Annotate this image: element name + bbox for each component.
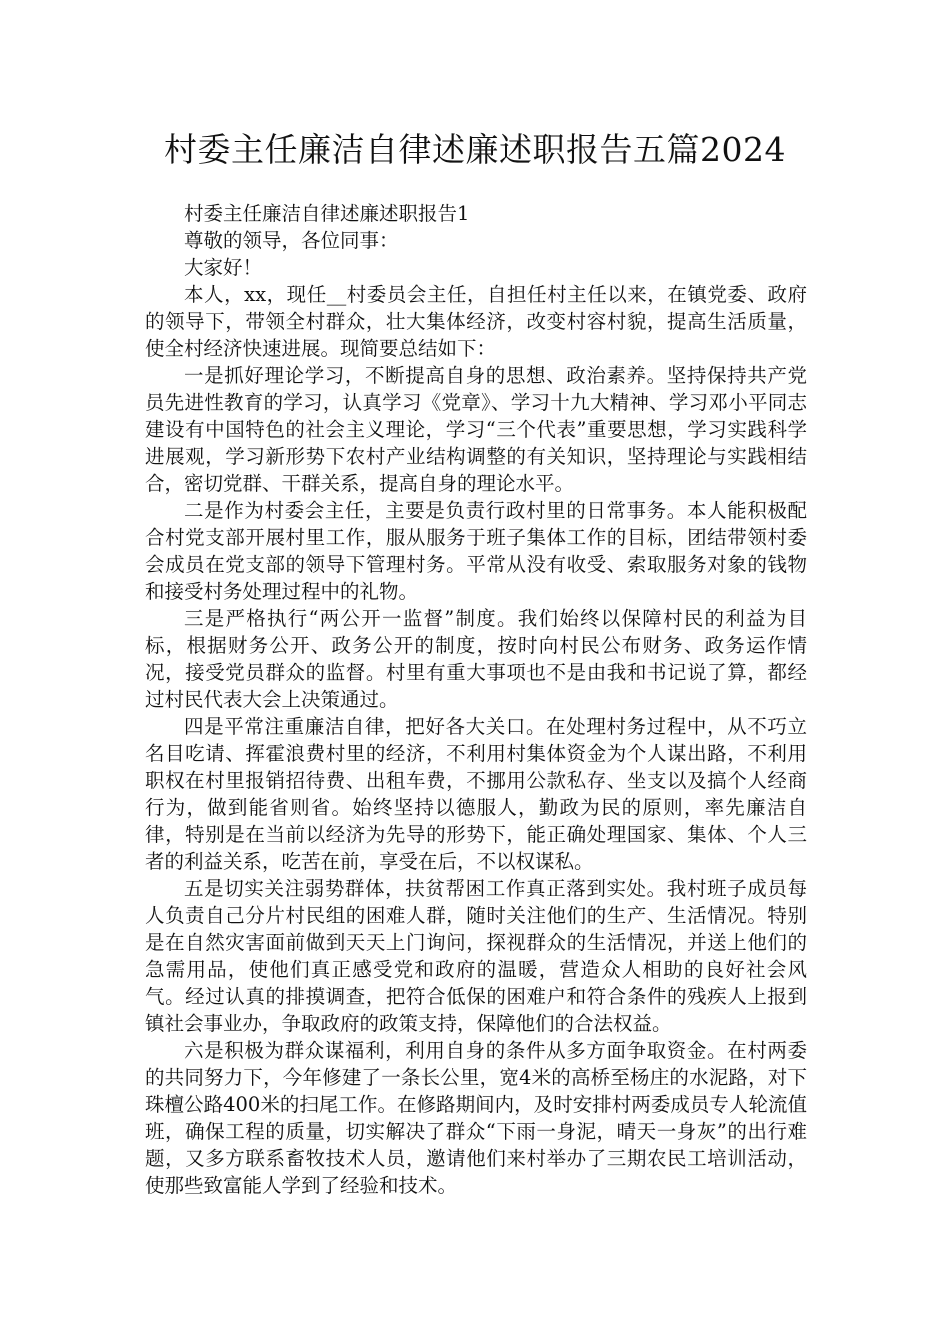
paragraph-theory-study: 一是抓好理论学习，不断提高自身的思想、政治素养。坚持保持共产党员先进性教育的学习，认真学习《党章》、学习十九大精神、学习邓小平同志建设有中国特色的社会主义理论，学习“三个代表”重要思想，学习实践科学进展观，学习新形势下农村产业结构调整的有关知识，坚持理论与实践相结合，密切党群、干群关系，提高自身的理论水平。: [145, 364, 807, 495]
paragraph-intro: 本人，xx，现任__村委员会主任，自担任村主任以来，在镇党委、政府的领导下，带领全村群众，壮大集体经济，改变村容村貌，提高生活质量，使全村经济快速进展。现简要总结如下：: [145, 283, 807, 360]
paragraph-daily-affairs: 二是作为村委会主任，主要是负责行政村里的日常事务。本人能积极配合村党支部开展村里工作，服从服务于班子集体工作的目标，团结带领村委会成员在党支部的领导下管理村务。平常从没有收受、索取服务对象的钱物和接受村务处理过程中的礼物。: [145, 499, 807, 603]
document-body: [145, 200, 807, 1199]
paragraph-vulnerable-groups: 五是切实关注弱势群体，扶贫帮困工作真正落到实处。我村班子成员每人负责自己分片村民组的困难人群，随时关注他们的生产、生活情况。特别是在自然灾害面前做到天天上门询问，探视群众的生活情况，并送上他们的急需用品，使他们真正感受党和政府的温暖，营造众人相助的良好社会风气。经过认真的排摸调查，把符合低保的困难户和符合条件的残疾人上报到镇社会事业办，争取政府的政策支持，保障他们的合法权益。: [145, 877, 807, 1035]
paragraph-welfare: 六是积极为群众谋福利，利用自身的条件从多方面争取资金。在村两委的共同努力下，今年修建了一条长公里，宽4米的高桥至杨庄的水泥路，对下珠檀公路400米的扫尾工作。在修路期间内，及时安排村两委成员专人轮流值班，确保工程的质量，切实解决了群众“下雨一身泥，晴天一身灰”的出行难题，又多方联系畜牧技术人员，邀请他们来村举办了三期农民工培训活动，使那些致富能人学到了经验和技术。: [145, 1039, 807, 1197]
salutation: 尊敬的领导，各位同事：: [184, 229, 399, 252]
report-subtitle: 村委主任廉洁自律述廉述职报告1: [184, 202, 470, 225]
paragraph-transparency: 三是严格执行“两公开一监督”制度。我们始终以保障村民的利益为目标，根据财务公开、政务公开的制度，按时向村民公布财务、政务运作情况，接受党员群众的监督。村里有重大事项也不是由我和书记说了算，都经过村民代表大会上决策通过。: [145, 607, 807, 711]
greeting: 大家好！: [184, 256, 263, 279]
paragraph-self-discipline: 四是平常注重廉洁自律，把好各大关口。在处理村务过程中，从不巧立名目吃请、挥霍浪费村里的经济，不利用村集体资金为个人谋出路，不利用职权在村里报销招待费、出租车费，不挪用公款私存、坐支以及搞个人经商行为，做到能省则省。始终坚持以德服人，勤政为民的原则，率先廉洁自律，特别是在当前以经济为先导的形势下，能正确处理国家、集体、个人三者的利益关系，吃苦在前，享受在后，不以权谋私。: [145, 715, 807, 873]
document-title: 村委主任廉洁自律述廉述职报告五篇2024: [164, 130, 786, 169]
